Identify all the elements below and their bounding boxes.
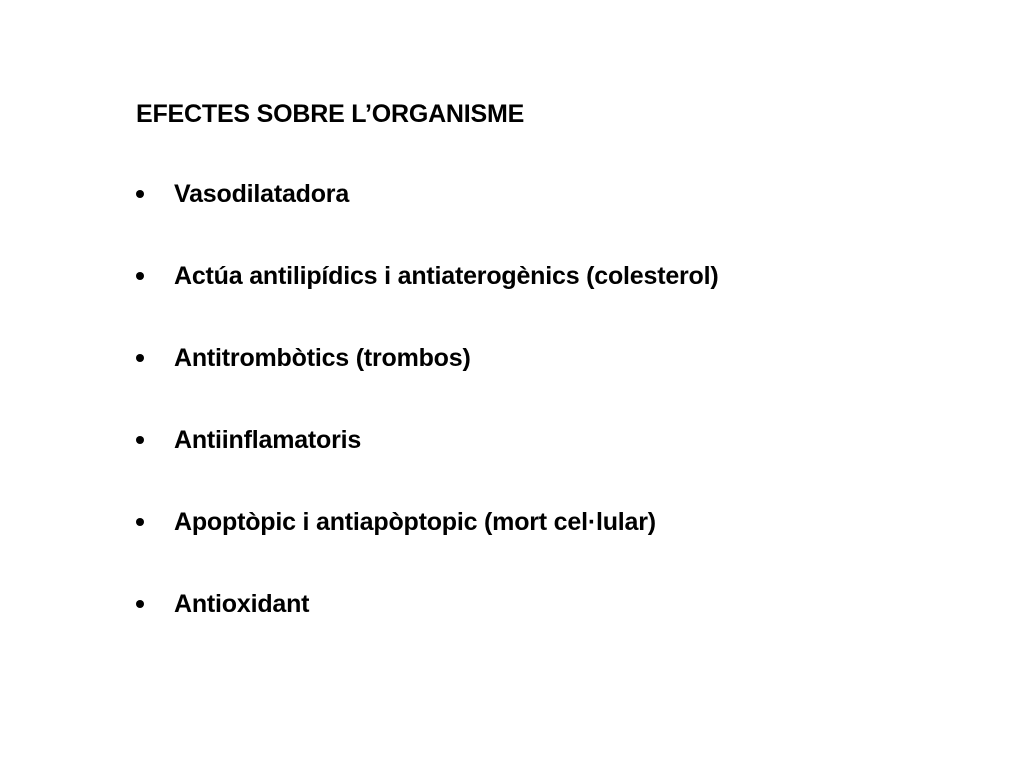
bullet-dot-icon <box>136 190 144 198</box>
bullet-text: Apoptòpic i antiapòptopic (mort cel·lular) <box>174 508 656 536</box>
bullet-text: Antioxidant <box>174 590 310 618</box>
bullet-text: Antiinflamatoris <box>174 426 362 454</box>
bullet-dot-icon <box>136 600 144 608</box>
bullet-dot-icon <box>136 518 144 526</box>
bullet-text: Vasodilatadora <box>174 180 350 208</box>
bullet-dot-icon <box>136 354 144 362</box>
bullet-text: Antitrombòtics (trombos) <box>174 344 471 372</box>
bullet-text: Actúa antilipídics i antiaterogènics (colesterol) <box>174 262 719 290</box>
slide-title: EFECTES SOBRE L’ORGANISME <box>136 100 525 128</box>
bullet-dot-icon <box>136 436 144 444</box>
bullet-dot-icon <box>136 272 144 280</box>
